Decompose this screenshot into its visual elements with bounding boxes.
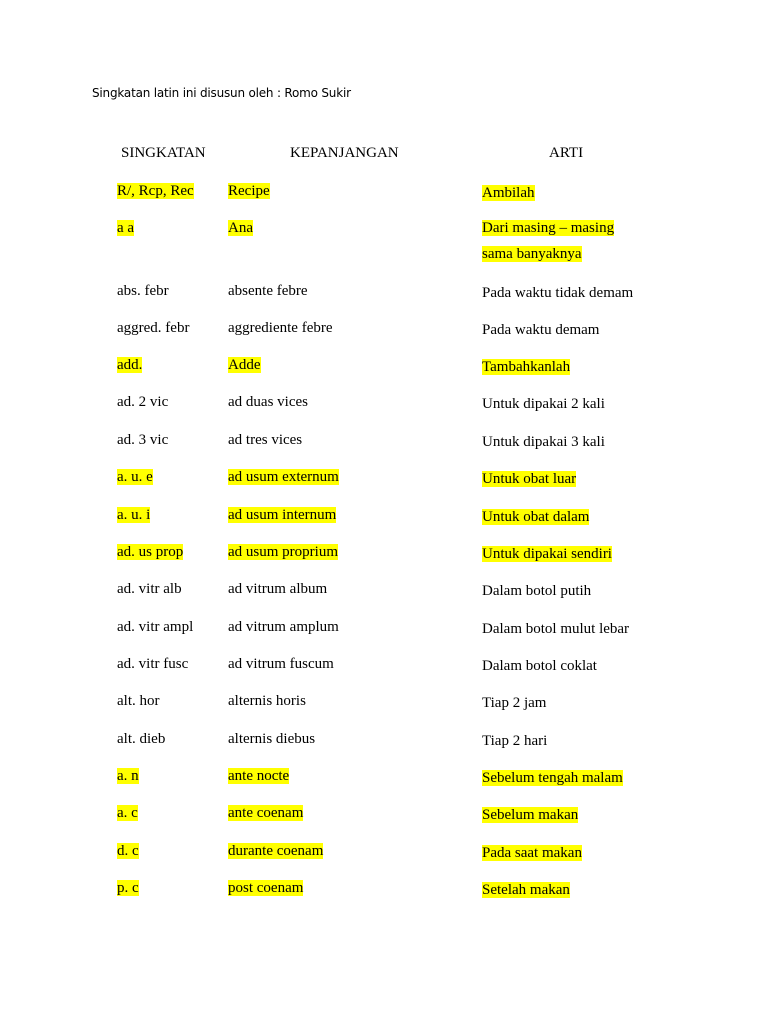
abbreviation-cell: aggred. febr: [117, 320, 190, 336]
expansion-cell: ad usum externum: [228, 469, 339, 485]
table-row: [0, 653, 768, 675]
table-row: [0, 180, 768, 202]
abbreviation-cell: d. c: [117, 843, 139, 859]
abbreviation-cell: abs. febr: [117, 283, 169, 299]
header-kepanjangan: KEPANJANGAN: [290, 145, 399, 161]
meaning-cell: Pada waktu tidak demam: [482, 285, 634, 301]
table-row: [0, 840, 768, 862]
meaning-cell: Tiap 2 jam: [482, 695, 547, 711]
header-singkatan: SINGKATAN: [121, 145, 206, 161]
expansion-cell: ad usum internum: [228, 507, 337, 523]
abbreviation-cell: a. c: [117, 805, 138, 821]
expansion-cell: ante coenam: [228, 805, 304, 821]
abbreviation-cell: ad. vitr ampl: [117, 619, 194, 635]
abbreviation-cell: ad. 3 vic: [117, 432, 169, 448]
expansion-cell: ante nocte: [228, 768, 290, 784]
abbreviation-cell: ad. 2 vic: [117, 394, 169, 410]
header-arti: ARTI: [549, 145, 584, 161]
abbreviation-cell: p. c: [117, 880, 139, 896]
abbreviation-cell: a a: [117, 220, 135, 236]
meaning-cell: Pada saat makan: [482, 845, 582, 861]
table-row: [0, 429, 768, 451]
meaning-cell: Tambahkanlah: [482, 359, 571, 375]
table-row: [0, 466, 768, 488]
meaning-cell: Untuk dipakai 2 kali: [482, 396, 605, 412]
meaning-cell: Untuk obat luar: [482, 471, 577, 487]
abbreviation-cell: R/, Rcp, Rec: [117, 183, 194, 199]
expansion-cell: aggrediente febre: [228, 320, 333, 336]
expansion-cell: absente febre: [228, 283, 308, 299]
abbreviation-cell: alt. dieb: [117, 731, 166, 747]
abbreviation-cell: add.: [117, 357, 143, 373]
table-row: [0, 802, 768, 824]
meaning-cell: Dalam botol putih: [482, 583, 592, 599]
expansion-cell: Recipe: [228, 183, 270, 199]
meaning-cell: Sebelum makan: [482, 807, 579, 823]
table-row: [0, 877, 768, 899]
abbreviation-cell: ad. vitr fusc: [117, 656, 189, 672]
meaning-cell: Untuk obat dalam: [482, 509, 590, 525]
table-row: [0, 354, 768, 376]
abbreviation-cell: a. n: [117, 768, 139, 784]
abbreviation-cell: a. u. e: [117, 469, 153, 485]
expansion-cell: ad vitrum fuscum: [228, 656, 334, 672]
expansion-cell: alternis diebus: [228, 731, 316, 747]
meaning-cell: Setelah makan: [482, 882, 570, 898]
abbreviation-cell: alt. hor: [117, 693, 160, 709]
table-row: [0, 217, 768, 262]
meaning-cell: Tiap 2 hari: [482, 733, 548, 749]
table-row: [0, 616, 768, 638]
meaning-cell: Ambilah: [482, 185, 535, 201]
table-row: [0, 541, 768, 563]
expansion-cell: Adde: [228, 357, 261, 373]
expansion-cell: ad tres vices: [228, 432, 303, 448]
expansion-cell: ad vitrum album: [228, 581, 328, 597]
expansion-cell: ad duas vices: [228, 394, 308, 410]
intro-text: Singkatan latin ini disusun oleh : Romo Sukir: [92, 86, 351, 100]
table-row: [0, 728, 768, 750]
abbreviation-cell: ad. us prop: [117, 544, 184, 560]
meaning-cell: Dari masing – masing sama banyaknya: [482, 220, 615, 262]
table-row: [0, 578, 768, 600]
abbreviation-cell: a. u. i: [117, 507, 151, 523]
meaning-cell: Pada waktu demam: [482, 322, 600, 338]
abbreviation-cell: ad. vitr alb: [117, 581, 182, 597]
table-row: [0, 504, 768, 526]
table-row: [0, 765, 768, 787]
table-row: [0, 317, 768, 339]
expansion-cell: ad usum proprium: [228, 544, 338, 560]
meaning-cell: Dalam botol mulut lebar: [482, 621, 630, 637]
meaning-cell: Dalam botol coklat: [482, 658, 597, 674]
meaning-cell: Sebelum tengah malam: [482, 770, 623, 786]
expansion-cell: post coenam: [228, 880, 304, 896]
expansion-cell: Ana: [228, 220, 253, 236]
meaning-cell: Untuk dipakai sendiri: [482, 546, 612, 562]
expansion-cell: durante coenam: [228, 843, 324, 859]
expansion-cell: ad vitrum amplum: [228, 619, 339, 635]
expansion-cell: alternis horis: [228, 693, 306, 709]
table-row: [0, 280, 768, 302]
meaning-cell: Untuk dipakai 3 kali: [482, 434, 605, 450]
table-row: [0, 391, 768, 413]
table-row: [0, 690, 768, 712]
